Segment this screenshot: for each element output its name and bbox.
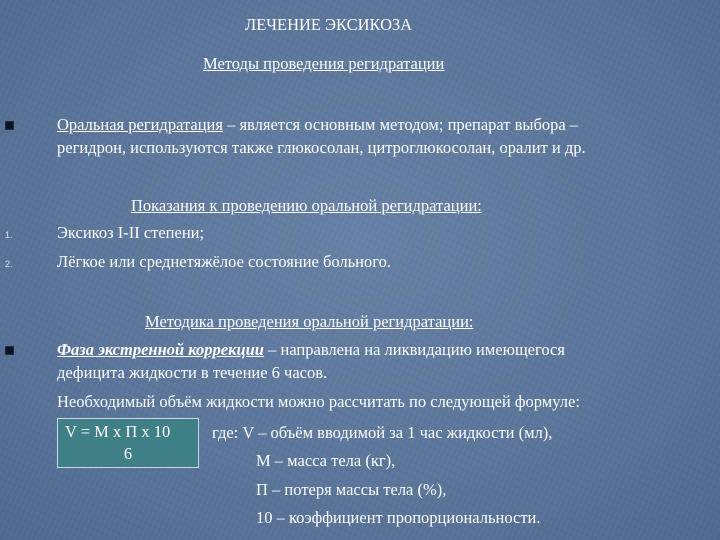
indication-item-1: Эксикоз I-II степени; <box>57 223 205 242</box>
oral-paragraph-line2: регидрон, используются также глюкосолан, цитроглюкосолан, оралит и др. <box>57 138 586 157</box>
phase-term: Фаза экстренной коррекции <box>57 340 264 359</box>
formula-numerator: V = M x П x 10 <box>65 422 171 441</box>
list-number-1: 1. <box>5 230 13 240</box>
legend-line-1: где: V – объём вводимой за 1 час жидкости (мл), <box>212 423 553 442</box>
method-heading: Методика проведения оральной регидратации: <box>145 312 474 331</box>
phase-line2: дефицита жидкости в течение 6 часов. <box>57 363 328 382</box>
oral-term: Оральная регидратация <box>57 115 223 134</box>
legend-line-3: П – потеря массы тела (%), <box>256 480 447 499</box>
phase-rest: – направлена на ликвидацию имеющегося <box>263 340 565 359</box>
volume-line: Необходимый объём жидкости можно рассчитать по следующей формуле: <box>57 392 580 411</box>
bullet-icon <box>5 346 14 355</box>
legend-line-2: М – масса тела (кг), <box>256 451 396 470</box>
page-title: ЛЕЧЕНИЕ ЭКСИКОЗА <box>245 15 413 34</box>
bullet-icon <box>5 121 14 130</box>
indications-heading: Показания к проведению оральной регидратации: <box>131 196 482 215</box>
list-number-2: 2. <box>5 259 13 269</box>
indication-item-2: Лёгкое или среднетяжёлое состояние больного. <box>57 252 391 271</box>
page-subtitle: Методы проведения регидратации <box>203 54 445 73</box>
formula-box <box>57 418 199 468</box>
phase-line1 <box>57 339 565 361</box>
formula-denominator: 6 <box>123 444 133 463</box>
oral-paragraph-line1 <box>57 114 578 136</box>
legend-line-4: 10 – коэффициент пропорциональности. <box>256 508 541 527</box>
oral-rest: – является основным методом; препарат выбора – <box>222 115 579 134</box>
